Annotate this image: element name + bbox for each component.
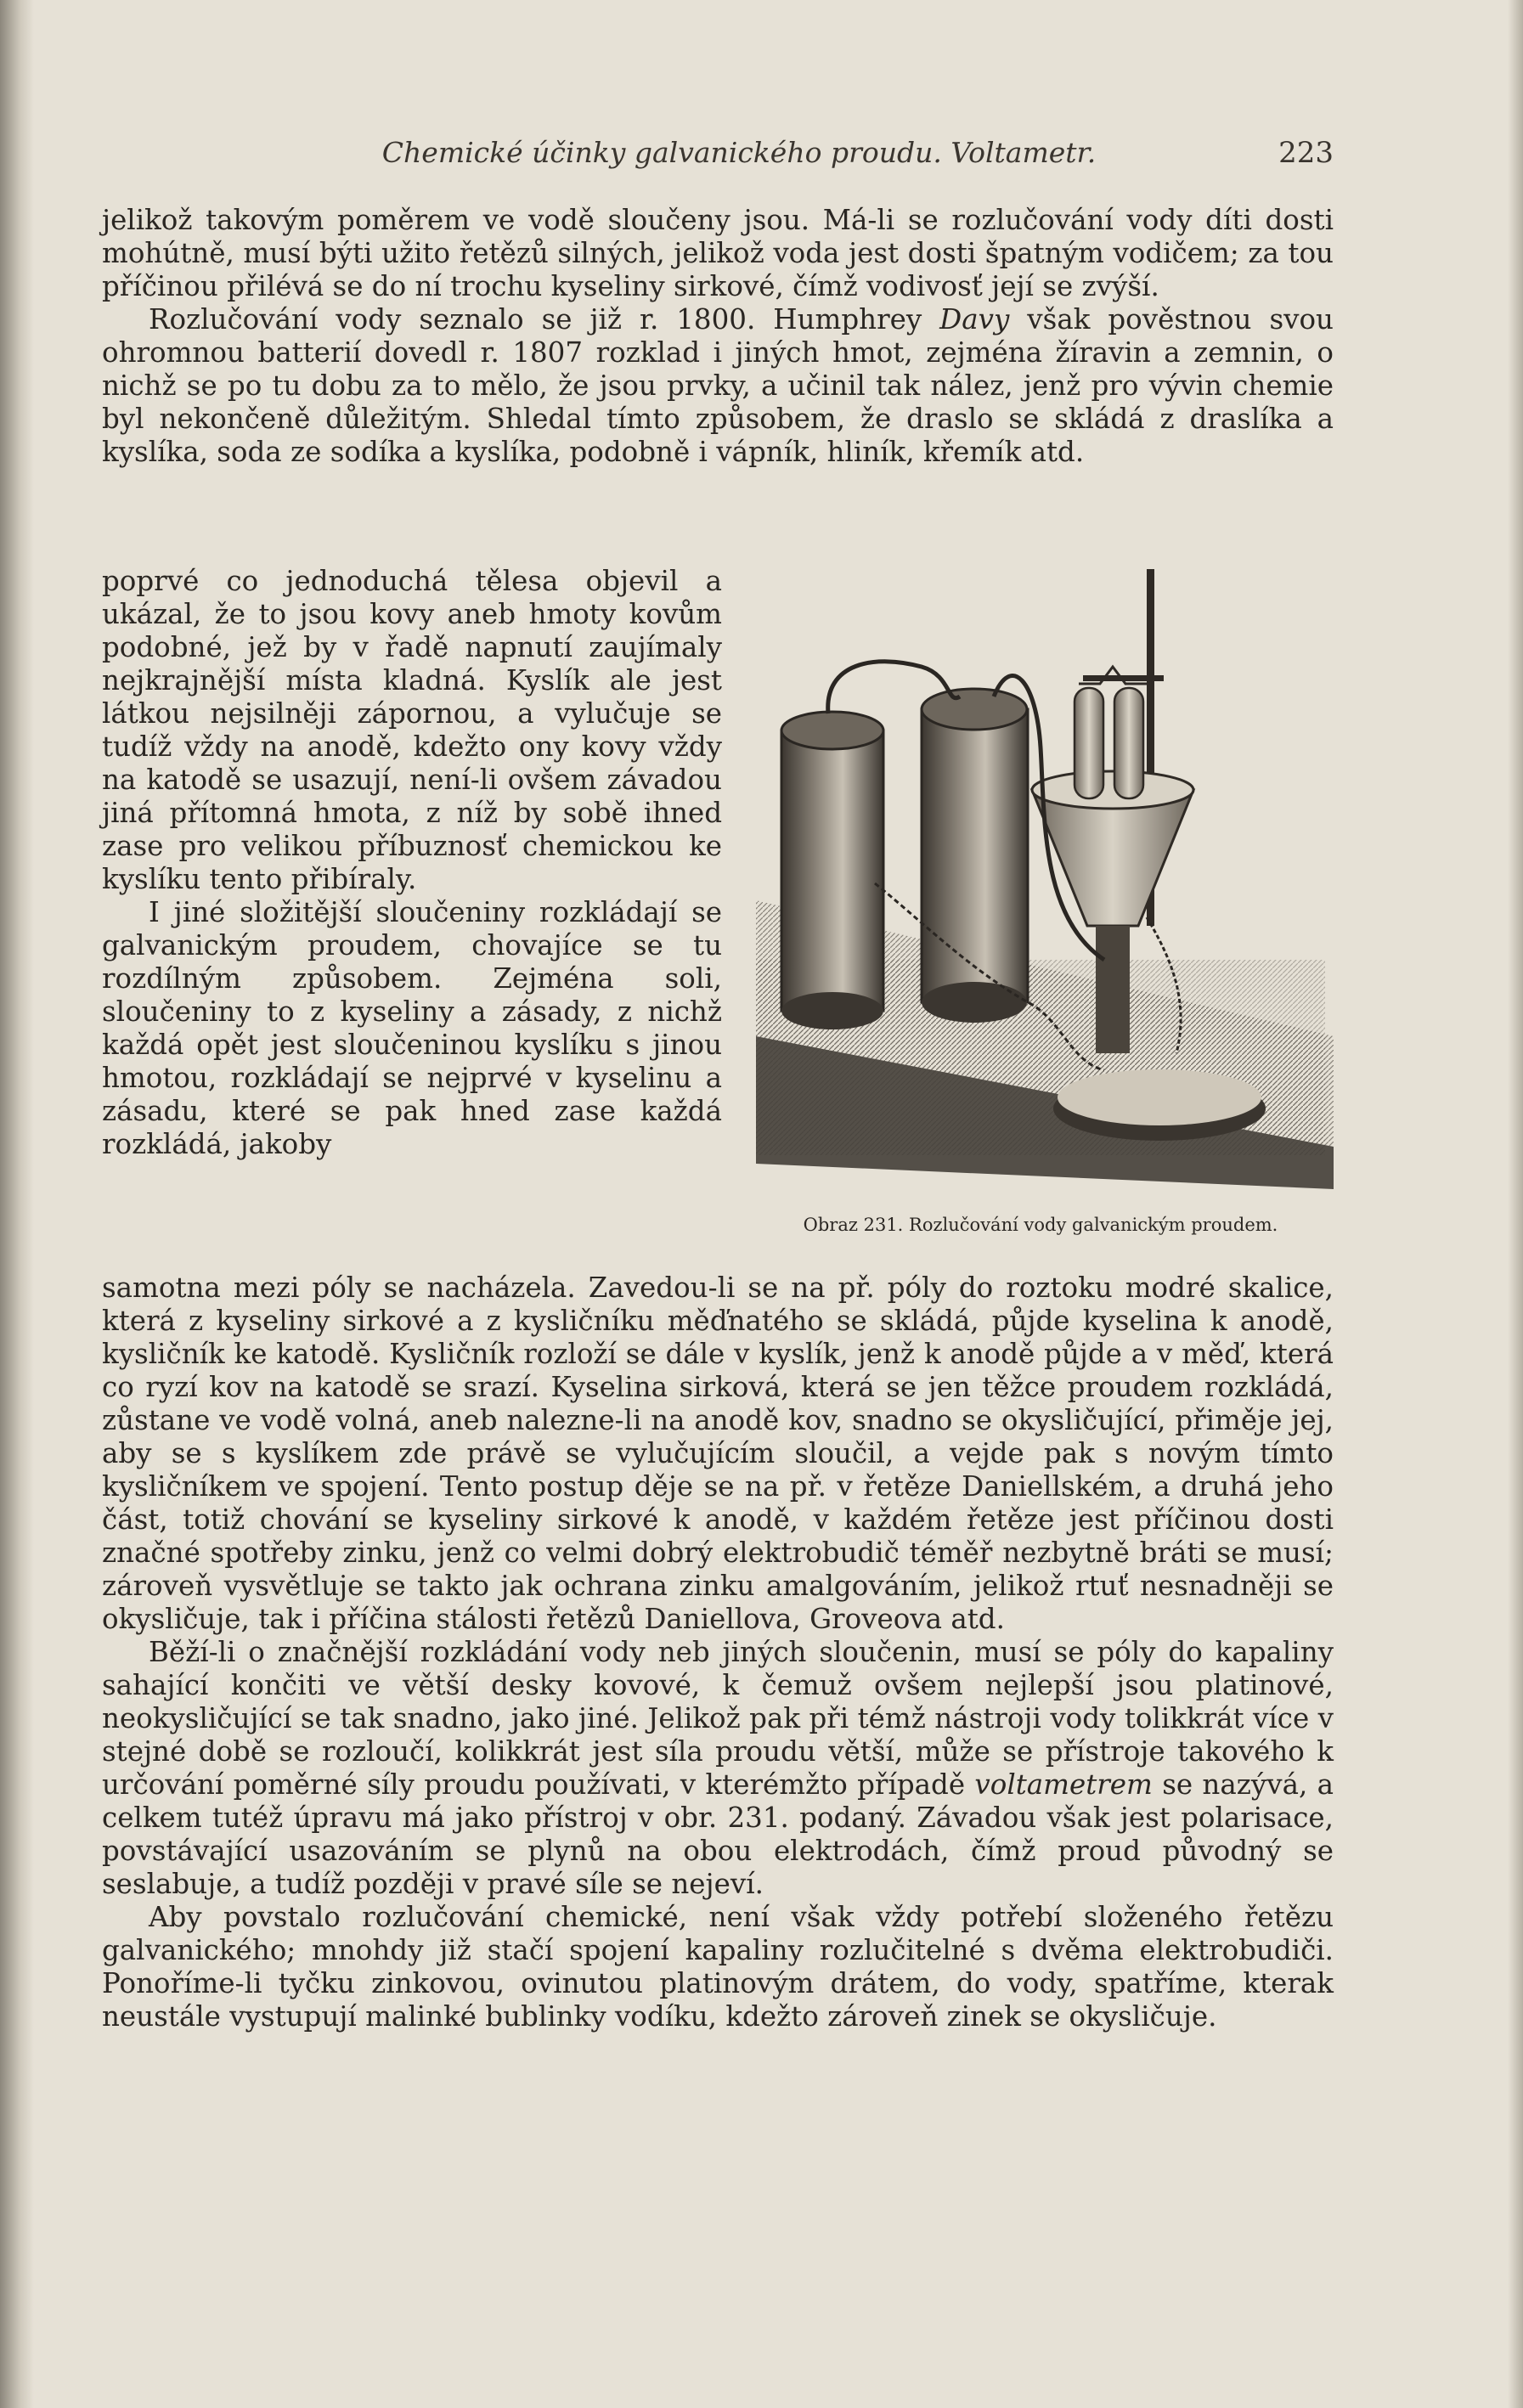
paragraph-3: poprvé co jednoduchá tělesa objevil a ukázal, že to jsou kovy aneb hmoty kovům podobné, jež by v řadě napnutí zaujímaly nejkrajnější místa kladná. Kyslík ale jest látkou nejsilněji zápornou, a vylučuje se tudíž vždy na anodě, kdežto ony kovy vždy na katodě se usazují, není-li ovšem závadou jiná přítomná hmota, z níž by sobě ihned zase pro velikou příbuznosť chemickou ke kyslíku tento přibíraly. (102, 565, 722, 895)
page-number: 223 (1278, 136, 1334, 170)
figure-caption: Obraz 231. Rozlučování vody galvanickým proudem. (803, 1215, 1278, 1235)
battery-cell-right (922, 709, 1028, 1002)
funnel-stem (1096, 926, 1130, 1053)
paragraph-5: samotna mezi póly se nacházela. Zavedou-li se na př. póly do roztoku modré skalice, která z kyseliny sirkové a z kysličníku měďnatého se skládá, půjde kyselina k anodě, kysličník ke katodě. Kysličník rozloží se dále v kyslík, jenž k anodě půjde a v měď, která co ryzí kov na katodě se srazí. Kyselina sirková, která se jen těžce proudem rozkládá, zůstane ve vodě volná, aneb nalezne-li na anodě kov, snadno se okysličující, přiměje jej, aby se s kyslíkem zde právě se vylučujícím sloučil, a vejde pak s novým tímto kysličníkem ve spojení. Tento postup děje se na př. v řetěze Daniellském, a druhá jeho část, totiž chování se kyseliny sirkové k anodě, v každém řetěze jest příčinou dosti značné spotřeby zinku, jenž co velmi dobrý elektrobudič téměř nezbytně bráti se musí; zároveň vysvětluje se takto jak ochrana zinku amalgováním, jelikož rtuť nesnadněji se okysličuje, tak i příčina stálosti řetězů Daniellova, Groveova atd. (102, 1272, 1334, 1635)
text-block-bottom (102, 1272, 1334, 2033)
test-tube-left (1075, 688, 1103, 798)
figure-231 (747, 561, 1334, 1235)
paragraph-6: Běží-li o značnější rozkládání vody neb jiných sloučenin, musí se póly do kapaliny sahající končiti ve větší desky kovové, k čemuž ovšem nejlepší jsou platinové, neokysličující se tak snadno, jako jiné. Jelikož pak při témž nástroji vody tolikkrát více v stejné době se rozloučí, kolikkrát jest síla proudu větší, může se přístroje takového k určování poměrné síly proudu používati, v kterémžto případě voltametrem se nazývá, a celkem tutéž úpravu má jako přístroj v obr. 231. podaný. Závadou však jest polarisace, povstávající usazováním se plynů na obou elektrodách, čímž proud původný se seslabuje, a tudíž později v pravé síle se nejeví. (102, 1636, 1334, 1900)
test-tube-right (1114, 688, 1143, 798)
page-edge (1508, 0, 1523, 2408)
name-davy: Davy (939, 303, 1010, 336)
paragraph-2: Rozlučování vody seznalo se již r. 1800. Humphrey Davy však pověstnou svou ohromnou batterií dovedl r. 1807 rozklad i jiných hmot, zejména žíravin a zemnin, o nichž se po tu dobu za to mělo, že jsou prvky, a učinil tak nález, jenž pro vývin chemie byl nekončeně důležitým. Shledal tímto způsobem, že draslo se skládá z draslíka a kyslíka, soda ze sodíka a kyslíka, podobně i vápník, hliník, křemík atd. (102, 303, 1334, 468)
page-binding-shadow (0, 0, 34, 2408)
running-title: Chemické účinky galvanického proudu. Voltametr. (381, 136, 1097, 169)
page-header (102, 136, 1334, 178)
voltameter-illustration (747, 561, 1334, 1206)
paragraph-7: Aby povstalo rozlučování chemické, není však vždy potřebí složeného řetězu galvanického; mnohdy již stačí spojení kapaliny rozlučitelné s dvěma elektrobudiči. Ponoříme-li tyčku zinkovou, ovinutou platinovým drátem, do vody, spatříme, kterak neustále vystupují malinké bublinky vodíku, kdežto zároveň zinek se okysličuje. (102, 1901, 1334, 2033)
paragraph-1: jelikož takovým poměrem ve vodě sloučeny jsou. Má-li se rozlučování vody díti dosti mohútně, musí býti užito řetězů silných, jelikož voda jest dosti špatným vodičem; za tou příčinou přilévá se do ní trochu kyseliny sirkové, čímž vodivosť její se zvýší. (102, 204, 1334, 302)
battery-cell-left (781, 730, 883, 1011)
text-block-top (102, 204, 1334, 469)
term-voltametr: voltametrem (974, 1768, 1153, 1801)
text-block-left-column (102, 565, 722, 1161)
paragraph-4: I jiné složitější sloučeniny rozkládají se galvanickým proudem, chovajíce se tu rozdílným způsobem. Zejména soli, sloučeniny to z kyseliny a zásady, z nichž každá opět jest sloučeninou kyslíku s jinou hmotou, rozkládají se nejprvé v kyselinu a zásadu, které se pak hned zase každá rozkládá, jakoby (102, 896, 722, 1160)
